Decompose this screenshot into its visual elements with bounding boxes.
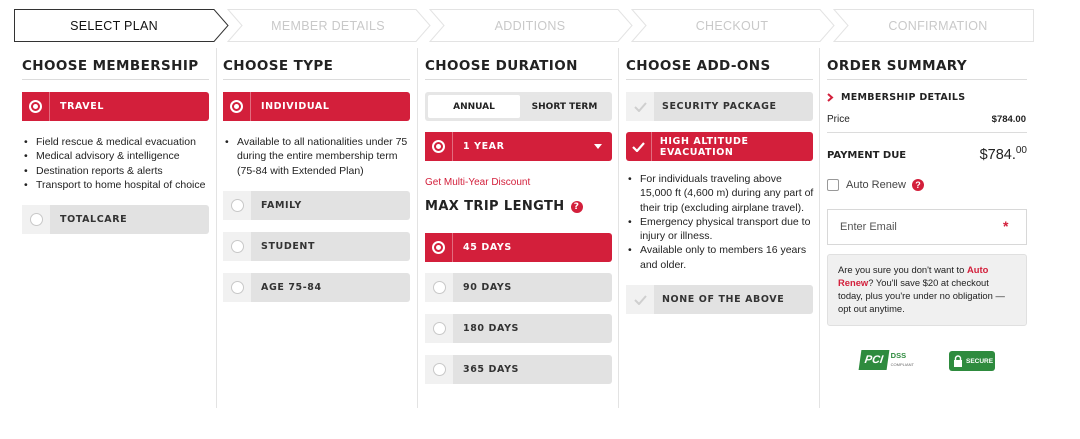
checkbox-unchecked-icon <box>626 285 654 314</box>
multi-year-discount-link[interactable]: Get Multi-Year Discount <box>425 177 531 188</box>
radio-empty-icon <box>425 355 453 384</box>
duration-toggle <box>425 92 612 121</box>
payment-due-amount <box>960 145 1027 163</box>
step-checkout[interactable]: CHECKOUT <box>695 18 769 33</box>
radio-empty-icon <box>425 314 453 343</box>
payment-due-dollars: $784. <box>979 146 1016 163</box>
toggle-short-term[interactable]: SHORT TERM <box>531 101 598 112</box>
type-option-individual[interactable] <box>223 92 410 121</box>
secure-badge <box>949 351 995 371</box>
option-label: AGE 75-84 <box>261 282 322 293</box>
column-divider <box>819 48 820 408</box>
radio-empty-icon <box>223 232 251 261</box>
option-label: 45 DAYS <box>463 242 512 253</box>
auto-renew-link[interactable]: Auto Renew <box>838 264 989 288</box>
list-item: • Field rescue & medical evacuation <box>24 135 214 149</box>
addon-none-of-the-above[interactable] <box>626 285 813 314</box>
option-label: SECURITY PACKAGE <box>662 101 777 112</box>
dss-label: DSS COMPLIANT <box>890 350 914 367</box>
radio-selected-icon <box>425 132 453 161</box>
pci-dss-badge <box>860 349 914 371</box>
payment-due-cents: 00 <box>1015 145 1027 156</box>
notice-text: ? You'll save $20 at checkout today, plus you're under no obligation — opt out anytime. <box>838 277 1005 314</box>
membership-option-travel[interactable] <box>22 92 209 121</box>
trip-option-45-days[interactable] <box>425 233 612 262</box>
notice-text: Are you sure you don't want to <box>838 264 967 275</box>
radio-empty-icon <box>223 273 251 302</box>
option-label: 365 DAYS <box>463 364 519 375</box>
addon-security-package[interactable] <box>626 92 813 121</box>
max-trip-heading <box>425 199 583 214</box>
radio-selected-icon <box>425 233 453 262</box>
duration-value: 1 YEAR <box>463 141 505 152</box>
pci-logo-icon: PCI <box>859 350 889 370</box>
option-label: 180 DAYS <box>463 323 519 334</box>
list-item: • Available to all nationalities under 75 during the entire membership term (75-84 with Extended Plan) <box>225 135 410 178</box>
trip-option-90-days[interactable] <box>425 273 612 302</box>
list-item: • Medical advisory & intelligence <box>24 149 214 163</box>
radio-selected-icon <box>223 92 251 121</box>
trip-option-180-days[interactable] <box>425 314 612 343</box>
option-label: TRAVEL <box>60 101 104 112</box>
option-label: TOTALCARE <box>60 214 128 225</box>
auto-renew-checkbox[interactable] <box>827 179 839 191</box>
secure-label: SECURE <box>966 357 994 365</box>
list-item: • Destination reports & alerts <box>24 164 214 178</box>
chevron-right-icon <box>827 93 834 102</box>
trip-option-365-days[interactable] <box>425 355 612 384</box>
radio-empty-icon <box>425 273 453 302</box>
step-confirmation[interactable]: CONFIRMATION <box>888 18 988 33</box>
help-icon[interactable]: ? <box>571 201 583 213</box>
type-option-student[interactable] <box>223 232 410 261</box>
membership-option-totalcare[interactable] <box>22 205 209 234</box>
checkbox-unchecked-icon <box>626 92 654 121</box>
summary-divider <box>827 132 1027 133</box>
option-label: NONE OF THE ABOVE <box>662 294 785 305</box>
lock-icon <box>953 355 963 368</box>
option-label: HIGH ALTITUDE EVACUATION <box>659 135 749 158</box>
membership-heading: CHOOSE MEMBERSHIP <box>22 58 209 80</box>
required-asterisk: * <box>1003 218 1009 234</box>
auto-renew-row <box>827 179 924 191</box>
membership-features <box>24 135 214 192</box>
list-item: • For individuals traveling above 15,000 ft (4,600 m) during any part of their trip (excluding airplane travel). <box>628 172 814 215</box>
column-divider <box>618 48 619 408</box>
option-label: 90 DAYS <box>463 282 512 293</box>
payment-due-label: PAYMENT DUE <box>827 150 907 161</box>
list-item: • Emergency physical transport due to injury or illness. <box>628 215 814 244</box>
max-trip-title: MAX TRIP LENGTH <box>425 199 565 214</box>
option-label: FAMILY <box>261 200 302 211</box>
checkout-steps <box>14 9 1034 42</box>
addon-features <box>628 172 814 272</box>
radio-selected-icon <box>22 92 50 121</box>
addon-high-altitude-evacuation[interactable] <box>626 132 813 161</box>
toggle-annual[interactable]: ANNUAL <box>428 95 520 118</box>
summary-heading: ORDER SUMMARY <box>827 58 1027 80</box>
chevron-down-icon <box>594 144 602 149</box>
checkbox-checked-icon <box>626 132 652 161</box>
step-member-details[interactable]: MEMBER DETAILS <box>271 18 385 33</box>
type-option-family[interactable] <box>223 191 410 220</box>
duration-select[interactable] <box>425 132 612 161</box>
duration-heading: CHOOSE DURATION <box>425 58 612 80</box>
addons-heading: CHOOSE ADD-ONS <box>626 58 813 80</box>
option-label: INDIVIDUAL <box>261 101 330 112</box>
radio-empty-icon <box>223 191 251 220</box>
radio-empty-icon <box>22 205 50 234</box>
auto-renew-notice <box>827 254 1027 326</box>
option-label: STUDENT <box>261 241 316 252</box>
step-select-plan[interactable]: SELECT PLAN <box>70 18 158 33</box>
type-heading: CHOOSE TYPE <box>223 58 410 80</box>
step-additions[interactable]: ADDITIONS <box>494 18 566 33</box>
column-divider <box>216 48 217 408</box>
help-icon[interactable]: ? <box>912 179 924 191</box>
email-input[interactable] <box>827 209 1027 245</box>
membership-details-label: MEMBERSHIP DETAILS <box>841 92 966 103</box>
price-value: $784.00 <box>991 114 1026 125</box>
column-divider <box>417 48 418 408</box>
membership-details-toggle[interactable] <box>827 92 965 103</box>
list-item: • Available only to members 16 years and older. <box>628 243 814 272</box>
price-label: Price <box>827 114 850 125</box>
type-features <box>225 135 410 178</box>
auto-renew-label: Auto Renew <box>846 179 906 191</box>
type-option-age-75-84[interactable] <box>223 273 410 302</box>
list-item: • Transport to home hospital of choice <box>24 178 214 192</box>
